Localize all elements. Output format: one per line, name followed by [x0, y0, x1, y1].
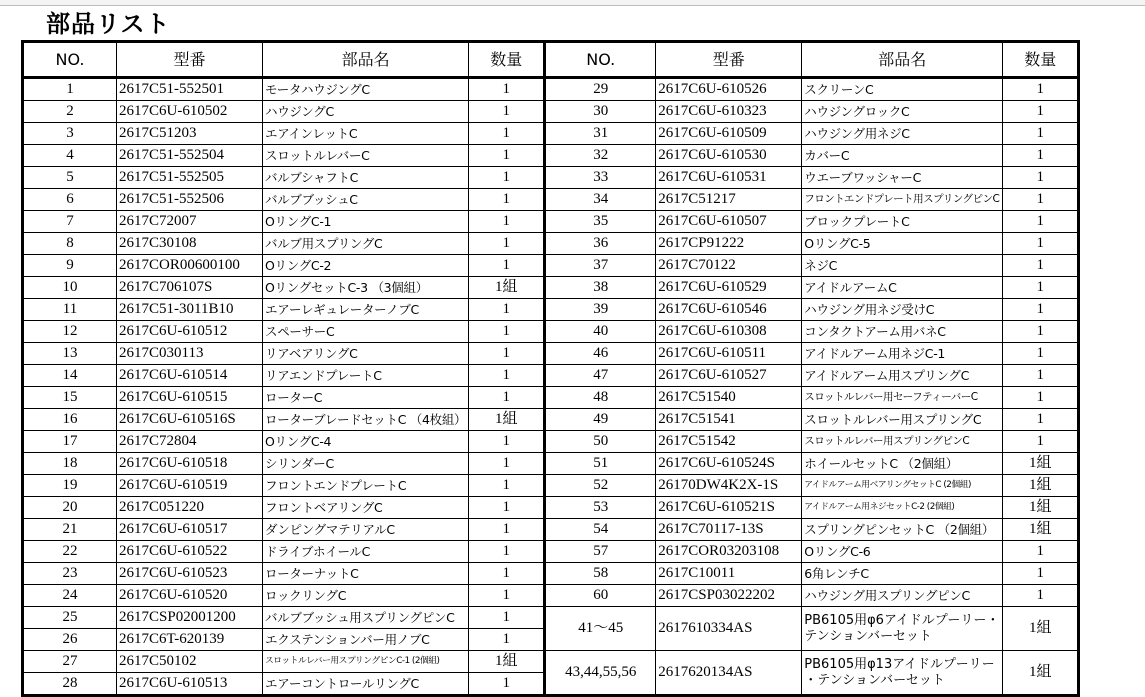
part-qty: 1 — [1003, 343, 1079, 365]
part-qty: 1 — [1003, 189, 1079, 211]
part-name: OリングセットC-3 （3個組） — [263, 277, 469, 299]
part-qty: 1組 — [1003, 607, 1079, 651]
part-no: 10 — [23, 277, 117, 299]
part-no: 19 — [23, 475, 117, 497]
header-qty: 数量 — [469, 42, 545, 78]
part-name: アイドルアーム用スプリングC — [802, 365, 1003, 387]
part-no: 57 — [545, 541, 656, 563]
table-row — [23, 497, 1079, 519]
part-model: 2617C10011 — [656, 563, 802, 585]
part-qty: 1 — [1003, 145, 1079, 167]
part-no: 1 — [23, 78, 117, 101]
part-qty: 1 — [469, 475, 545, 497]
part-no: 27 — [23, 651, 117, 673]
part-name: エクステンションバー用ノブC — [263, 629, 469, 651]
part-no: 53 — [545, 497, 656, 519]
part-model: 2617C6U-610527 — [656, 365, 802, 387]
part-no: 47 — [545, 365, 656, 387]
part-name: ハウジング用ネジ受けC — [802, 299, 1003, 321]
part-qty: 1 — [1003, 321, 1079, 343]
part-no: 38 — [545, 277, 656, 299]
part-name: PB6105用φ13アイドルプーリー ・テンションバーセット — [802, 651, 1003, 696]
part-qty: 1 — [469, 255, 545, 277]
part-name: OリングC-2 — [263, 255, 469, 277]
part-model: 2617C51541 — [656, 409, 802, 431]
part-no: 41～45 — [545, 607, 656, 651]
part-name: OリングC-5 — [802, 233, 1003, 255]
part-model: 2617C6U-610502 — [117, 101, 263, 123]
part-qty: 1 — [1003, 387, 1079, 409]
part-name: ローターC — [263, 387, 469, 409]
table-row — [23, 277, 1079, 299]
part-qty: 1 — [1003, 255, 1079, 277]
part-no: 2 — [23, 101, 117, 123]
part-name: ローターナットC — [263, 563, 469, 585]
part-name: フロントベアリングC — [263, 497, 469, 519]
table-row — [23, 123, 1079, 145]
part-qty: 1組 — [1003, 497, 1079, 519]
part-no: 4 — [23, 145, 117, 167]
part-name: フロントエンドプレートC — [263, 475, 469, 497]
part-qty: 1組 — [469, 409, 545, 431]
part-no: 31 — [545, 123, 656, 145]
part-model: 2617CP91222 — [656, 233, 802, 255]
part-qty: 1組 — [469, 277, 545, 299]
part-name: スクリーンC — [802, 78, 1003, 101]
part-qty: 1 — [469, 78, 545, 101]
part-qty: 1 — [1003, 431, 1079, 453]
part-qty: 1組 — [1003, 475, 1079, 497]
header-model: 型番 — [117, 42, 263, 78]
part-no: 50 — [545, 431, 656, 453]
table-row — [23, 321, 1079, 343]
part-qty: 1 — [1003, 78, 1079, 101]
part-name: スロットルレバー用セーフティーバーC — [802, 387, 1003, 409]
part-model: 2617C6U-610308 — [656, 321, 802, 343]
part-no: 22 — [23, 541, 117, 563]
table-row — [23, 409, 1079, 431]
table-row — [23, 431, 1079, 453]
part-no: 5 — [23, 167, 117, 189]
part-name: スロットルレバーC — [263, 145, 469, 167]
part-model: 2617COR03203108 — [656, 541, 802, 563]
part-name: アイドルアームC — [802, 277, 1003, 299]
part-model: 2617C30108 — [117, 233, 263, 255]
header-name: 部品名 — [263, 42, 469, 78]
part-qty: 1 — [1003, 167, 1079, 189]
part-name: ネジC — [802, 255, 1003, 277]
part-no: 25 — [23, 607, 117, 629]
header-no: NO. — [23, 42, 117, 78]
part-no: 12 — [23, 321, 117, 343]
part-model: 2617C70117-13S — [656, 519, 802, 541]
part-no: 28 — [23, 673, 117, 696]
part-qty: 1 — [469, 233, 545, 255]
part-qty: 1 — [1003, 299, 1079, 321]
part-no: 34 — [545, 189, 656, 211]
part-model: 2617C6U-610323 — [656, 101, 802, 123]
page-title: 部品リスト — [46, 10, 171, 38]
part-name: アイドルアーム用ネジセットC-2 (2個組) — [802, 497, 1003, 519]
part-name: OリングC-6 — [802, 541, 1003, 563]
table-row — [23, 255, 1079, 277]
part-model: 2617C6U-610523 — [117, 563, 263, 585]
part-model: 2617C51540 — [656, 387, 802, 409]
part-qty: 1 — [1003, 365, 1079, 387]
table-row — [23, 607, 1079, 629]
part-model: 2617610334AS — [656, 607, 802, 651]
part-model: 2617C51-552506 — [117, 189, 263, 211]
part-no: 60 — [545, 585, 656, 607]
table-row — [23, 211, 1079, 233]
part-model: 2617C6U-610507 — [656, 211, 802, 233]
part-no: 11 — [23, 299, 117, 321]
part-model: 2617C6U-610512 — [117, 321, 263, 343]
part-no: 6 — [23, 189, 117, 211]
part-no: 51 — [545, 453, 656, 475]
part-model: 2617620134AS — [656, 651, 802, 696]
part-no: 43,44,55,56 — [545, 651, 656, 696]
part-no: 58 — [545, 563, 656, 585]
part-name: アイドルアーム用ネジC-1 — [802, 343, 1003, 365]
part-qty: 1 — [469, 497, 545, 519]
part-name: OリングC-1 — [263, 211, 469, 233]
part-no: 32 — [545, 145, 656, 167]
part-name: バルブ用スプリングC — [263, 233, 469, 255]
part-qty: 1 — [469, 431, 545, 453]
part-qty: 1 — [469, 453, 545, 475]
part-no: 21 — [23, 519, 117, 541]
parts-table — [21, 40, 1080, 697]
part-qty: 1 — [469, 299, 545, 321]
part-name: ウエーブワッシャーC — [802, 167, 1003, 189]
part-no: 24 — [23, 585, 117, 607]
part-model: 2617C6U-610529 — [656, 277, 802, 299]
part-no: 36 — [545, 233, 656, 255]
part-model: 2617C6U-610530 — [656, 145, 802, 167]
part-model: 2617C51203 — [117, 123, 263, 145]
table-row — [23, 651, 1079, 673]
part-qty: 1 — [469, 365, 545, 387]
part-no: 46 — [545, 343, 656, 365]
part-model: 2617C6U-610516S — [117, 409, 263, 431]
part-model: 2617C51-552504 — [117, 145, 263, 167]
table-row — [23, 189, 1079, 211]
part-qty: 1 — [469, 387, 545, 409]
part-name: シリンダーC — [263, 453, 469, 475]
part-model: 2617C6U-610517 — [117, 519, 263, 541]
part-no: 39 — [545, 299, 656, 321]
part-name: スプリングピンセットC （2個組） — [802, 519, 1003, 541]
part-qty: 1組 — [469, 651, 545, 673]
part-model: 2617C6U-610518 — [117, 453, 263, 475]
part-name: バルブブッシュC — [263, 189, 469, 211]
part-qty: 1 — [1003, 211, 1079, 233]
part-model: 2617C706107S — [117, 277, 263, 299]
table-row — [23, 78, 1079, 101]
part-model: 2617CSP02001200 — [117, 607, 263, 629]
part-model: 2617C6U-610515 — [117, 387, 263, 409]
part-model: 2617C72007 — [117, 211, 263, 233]
part-model: 2617C6T-620139 — [117, 629, 263, 651]
table-row — [23, 101, 1079, 123]
part-qty: 1 — [1003, 541, 1079, 563]
part-no: 18 — [23, 453, 117, 475]
part-model: 2617C6U-610511 — [656, 343, 802, 365]
part-no: 33 — [545, 167, 656, 189]
part-no: 23 — [23, 563, 117, 585]
part-name: リアベアリングC — [263, 343, 469, 365]
part-no: 30 — [545, 101, 656, 123]
part-qty: 1 — [469, 101, 545, 123]
part-qty: 1 — [469, 321, 545, 343]
part-model: 2617C6U-610522 — [117, 541, 263, 563]
part-model: 2617C6U-610524S — [656, 453, 802, 475]
part-qty: 1 — [469, 123, 545, 145]
part-qty: 1 — [1003, 101, 1079, 123]
part-name: ダンピングマテリアルC — [263, 519, 469, 541]
part-model: 2617C6U-610513 — [117, 673, 263, 696]
table-row — [23, 387, 1079, 409]
part-no: 26 — [23, 629, 117, 651]
part-no: 48 — [545, 387, 656, 409]
part-qty: 1 — [469, 189, 545, 211]
part-no: 3 — [23, 123, 117, 145]
part-qty: 1 — [469, 629, 545, 651]
part-model: 2617C6U-610521S — [656, 497, 802, 519]
part-model: 2617C6U-610520 — [117, 585, 263, 607]
part-name: ローターブレードセットC （4枚組） — [263, 409, 469, 431]
part-no: 16 — [23, 409, 117, 431]
top-divider — [0, 0, 1145, 6]
part-no: 14 — [23, 365, 117, 387]
table-row — [23, 343, 1079, 365]
part-name: スロットルレバー用スプリングピンC-1 (2個組) — [263, 651, 469, 673]
part-name: バルブブッシュ用スプリングピンC — [263, 607, 469, 629]
part-model: 2617C6U-610526 — [656, 78, 802, 101]
part-model: 2617C72804 — [117, 431, 263, 453]
part-qty: 1 — [469, 607, 545, 629]
part-model: 2617COR00600100 — [117, 255, 263, 277]
table-row — [23, 365, 1079, 387]
header-model: 型番 — [656, 42, 802, 78]
part-qty: 1 — [1003, 563, 1079, 585]
part-qty: 1 — [469, 673, 545, 696]
part-qty: 1 — [1003, 277, 1079, 299]
part-name: スロットルレバー用スプリングC — [802, 409, 1003, 431]
part-name: スロットルレバー用スプリングピンC — [802, 431, 1003, 453]
header-no: NO. — [545, 42, 656, 78]
part-no: 17 — [23, 431, 117, 453]
part-model: 2617C051220 — [117, 497, 263, 519]
table-row — [23, 167, 1079, 189]
header-name: 部品名 — [802, 42, 1003, 78]
part-name: ハウジングC — [263, 101, 469, 123]
table-row — [23, 563, 1079, 585]
part-model: 2617C6U-610514 — [117, 365, 263, 387]
part-no: 8 — [23, 233, 117, 255]
part-no: 13 — [23, 343, 117, 365]
part-qty: 1 — [469, 167, 545, 189]
part-no: 52 — [545, 475, 656, 497]
part-qty: 1 — [1003, 409, 1079, 431]
part-model: 2617C6U-610509 — [656, 123, 802, 145]
table-row — [23, 519, 1079, 541]
table-row — [23, 145, 1079, 167]
part-no: 15 — [23, 387, 117, 409]
part-qty: 1 — [469, 585, 545, 607]
part-qty: 1組 — [1003, 651, 1079, 696]
part-name: ロックリングC — [263, 585, 469, 607]
parts-table-wrapper — [21, 40, 1080, 697]
part-no: 9 — [23, 255, 117, 277]
part-model: 2617C51217 — [656, 189, 802, 211]
part-model: 2617C51-3011B10 — [117, 299, 263, 321]
part-qty: 1 — [1003, 233, 1079, 255]
table-row — [23, 299, 1079, 321]
part-name: フロントエンドプレート用スプリングピンC — [802, 189, 1003, 211]
part-qty: 1 — [469, 145, 545, 167]
part-model: 2617C030113 — [117, 343, 263, 365]
table-row — [23, 233, 1079, 255]
part-name: リアエンドプレートC — [263, 365, 469, 387]
part-no: 7 — [23, 211, 117, 233]
part-qty: 1 — [469, 541, 545, 563]
part-qty: 1 — [1003, 123, 1079, 145]
part-name: ドライブホイールC — [263, 541, 469, 563]
part-no: 37 — [545, 255, 656, 277]
part-name: カバーC — [802, 145, 1003, 167]
part-name: エアーレギュレーターノブC — [263, 299, 469, 321]
part-no: 35 — [545, 211, 656, 233]
part-qty: 1組 — [1003, 453, 1079, 475]
part-qty: 1 — [1003, 585, 1079, 607]
part-no: 54 — [545, 519, 656, 541]
part-no: 20 — [23, 497, 117, 519]
part-qty: 1 — [469, 519, 545, 541]
part-no: 40 — [545, 321, 656, 343]
part-name: ブロックプレートC — [802, 211, 1003, 233]
part-name: エアーコントロールリングC — [263, 673, 469, 696]
table-row — [23, 541, 1079, 563]
table-row — [23, 475, 1079, 497]
part-name: アイドルアーム用ベアリングセットC (2個組) — [802, 475, 1003, 497]
part-model: 2617C51542 — [656, 431, 802, 453]
part-model: 2617C50102 — [117, 651, 263, 673]
part-name: コンタクトアーム用バネC — [802, 321, 1003, 343]
header-qty: 数量 — [1003, 42, 1079, 78]
part-name: ハウジングロックC — [802, 101, 1003, 123]
part-model: 2617CSP03022202 — [656, 585, 802, 607]
part-name: PB6105用φ6アイドルプーリー・テンションバーセット — [802, 607, 1003, 651]
part-qty: 1 — [469, 563, 545, 585]
part-name: ハウジング用ネジC — [802, 123, 1003, 145]
part-name: ホイールセットC （2個組） — [802, 453, 1003, 475]
part-no: 49 — [545, 409, 656, 431]
part-qty: 1 — [469, 343, 545, 365]
part-qty: 1組 — [1003, 519, 1079, 541]
part-model: 2617C51-552505 — [117, 167, 263, 189]
part-name: バルブシャフトC — [263, 167, 469, 189]
table-row — [23, 585, 1079, 607]
table-row — [23, 453, 1079, 475]
part-model: 2617C70122 — [656, 255, 802, 277]
part-model: 2617C51-552501 — [117, 78, 263, 101]
part-name: 6角レンチC — [802, 563, 1003, 585]
part-model: 26170DW4K2X-1S — [656, 475, 802, 497]
part-name: ハウジング用スプリングピンC — [802, 585, 1003, 607]
part-no: 29 — [545, 78, 656, 101]
part-name: スペーサーC — [263, 321, 469, 343]
part-model: 2617C6U-610531 — [656, 167, 802, 189]
table-header-row — [23, 42, 1079, 78]
part-name: モータハウジングC — [263, 78, 469, 101]
part-model: 2617C6U-610546 — [656, 299, 802, 321]
part-name: OリングC-4 — [263, 431, 469, 453]
part-qty: 1 — [469, 211, 545, 233]
part-model: 2617C6U-610519 — [117, 475, 263, 497]
part-name: エアインレットC — [263, 123, 469, 145]
